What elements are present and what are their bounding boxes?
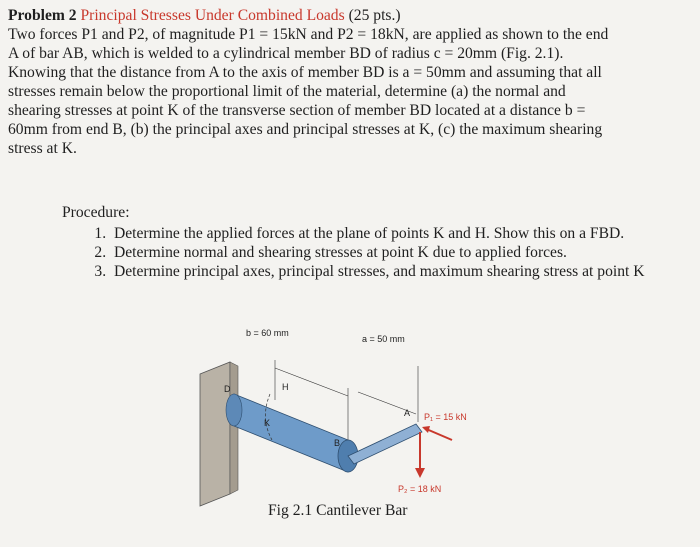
label-b-point: B — [334, 438, 341, 448]
problem-statement — [8, 6, 696, 158]
bar-ab — [348, 424, 422, 464]
problem-line: Two forces P1 and P2, of magnitude P1 = 15kN and P2 = 18kN, are applied as shown to the end — [8, 26, 609, 43]
label-p2: P₂ = 18 kN — [398, 484, 442, 494]
problem-points: (25 pts.) — [348, 7, 401, 24]
label-k: K — [264, 418, 271, 428]
force-p1-arrowhead — [422, 426, 430, 433]
force-p2-arrowhead — [415, 468, 425, 478]
label-p1: P₁ = 15 kN — [424, 412, 467, 422]
label-d: D — [224, 384, 231, 394]
procedure-steps — [62, 224, 698, 281]
figure-caption: Fig 2.1 Cantilever Bar — [268, 502, 408, 519]
problem-line: A of bar AB, which is welded to a cylindrical member BD of radius c = 20mm (Fig. 2.1). — [8, 45, 564, 62]
procedure-step: 1. Determine the applied forces at the plane of points K and H. Show this on a FBD. — [110, 224, 698, 243]
wall-face — [230, 362, 238, 494]
problem-line: shearing stresses at point K of the transverse section of member BD located at a distance b = — [8, 102, 586, 119]
cylinder-bd — [234, 394, 348, 472]
problem-topic: Principal Stresses Under Combined Loads — [80, 7, 345, 24]
problem-line: stress at K. — [8, 140, 77, 157]
problem-number: Problem 2 — [8, 7, 77, 24]
procedure-step: 2. Determine normal and shearing stresses at point K due to applied forces. — [110, 243, 698, 262]
procedure-section — [62, 203, 698, 281]
problem-line: 60mm from end B, (b) the principal axes and principal stresses at K, (c) the maximum shearing — [8, 121, 603, 138]
cylinder-end-d — [226, 394, 242, 426]
problem-line: stresses remain below the proportional limit of the material, determine (a) the normal and — [8, 83, 566, 100]
cantilever-figure — [190, 322, 490, 522]
label-h: H — [282, 382, 289, 392]
label-a: a = 50 mm — [362, 334, 405, 344]
problem-line: Knowing that the distance from A to the axis of member BD is a = 50mm and assuming that all — [8, 64, 602, 81]
label-b: b = 60 mm — [246, 328, 289, 338]
label-a-point: A — [404, 408, 411, 418]
procedure-step: 3. Determine principal axes, principal stresses, and maximum shearing stress at point K — [110, 262, 674, 281]
problem-heading — [8, 6, 696, 25]
procedure-title: Procedure: — [62, 204, 130, 221]
